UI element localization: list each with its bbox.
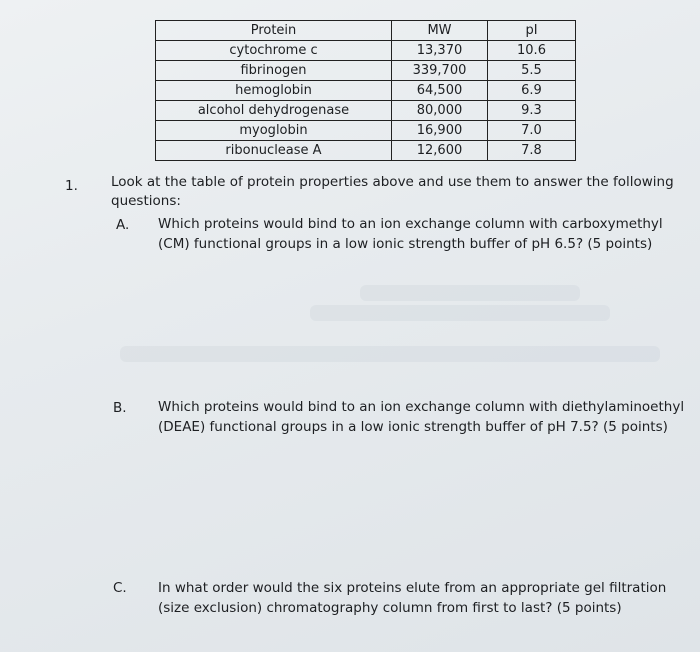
- protein-name: fibrinogen: [156, 61, 392, 81]
- protein-pi: 6.9: [488, 81, 576, 101]
- protein-mw: 12,600: [392, 141, 488, 161]
- protein-name: hemoglobin: [156, 81, 392, 101]
- protein-mw: 13,370: [392, 41, 488, 61]
- header-mw: MW: [392, 21, 488, 41]
- table-row: [156, 41, 576, 61]
- protein-properties-table: [155, 20, 576, 161]
- protein-name: ribonuclease A: [156, 141, 392, 161]
- bleed-through-smudge: [120, 346, 660, 362]
- table-row: [156, 81, 576, 101]
- table-row: [156, 101, 576, 121]
- table-header-row: [156, 21, 576, 41]
- part-b-text: Which proteins would bind to an ion exchange column with diethylaminoethyl (DEAE) functional groups in a low ionic strength buffer of pH 7.5? (5 points): [158, 399, 685, 435]
- header-protein: Protein: [156, 21, 392, 41]
- protein-name: myoglobin: [156, 121, 392, 141]
- part-c-text: In what order would the six proteins elute from an appropriate gel filtration (size exclusion) chromatography column from first to last? (5 points): [158, 580, 667, 616]
- protein-mw: 64,500: [392, 81, 488, 101]
- protein-name: alcohol dehydrogenase: [156, 101, 392, 121]
- bleed-through-smudge: [360, 285, 580, 301]
- question-number: 1.: [65, 178, 78, 194]
- protein-pi: 9.3: [488, 101, 576, 121]
- protein-pi: 5.5: [488, 61, 576, 81]
- protein-name: cytochrome c: [156, 41, 392, 61]
- part-a-letter: A.: [116, 217, 130, 233]
- table-row: [156, 141, 576, 161]
- protein-mw: 16,900: [392, 121, 488, 141]
- protein-mw: 339,700: [392, 61, 488, 81]
- protein-pi: 7.8: [488, 141, 576, 161]
- part-b-letter: B.: [113, 400, 127, 416]
- table-row: [156, 61, 576, 81]
- protein-mw: 80,000: [392, 101, 488, 121]
- question-prompt: Look at the table of protein properties above and use them to answer the following questions:: [111, 174, 674, 209]
- protein-pi: 10.6: [488, 41, 576, 61]
- table-row: [156, 121, 576, 141]
- bleed-through-smudge: [310, 305, 610, 321]
- header-pi: pI: [488, 21, 576, 41]
- part-a-text: Which proteins would bind to an ion exchange column with carboxymethyl (CM) functional groups in a low ionic strength buffer of pH 6.5? (5 points): [158, 216, 663, 252]
- part-c-letter: C.: [113, 580, 127, 596]
- protein-pi: 7.0: [488, 121, 576, 141]
